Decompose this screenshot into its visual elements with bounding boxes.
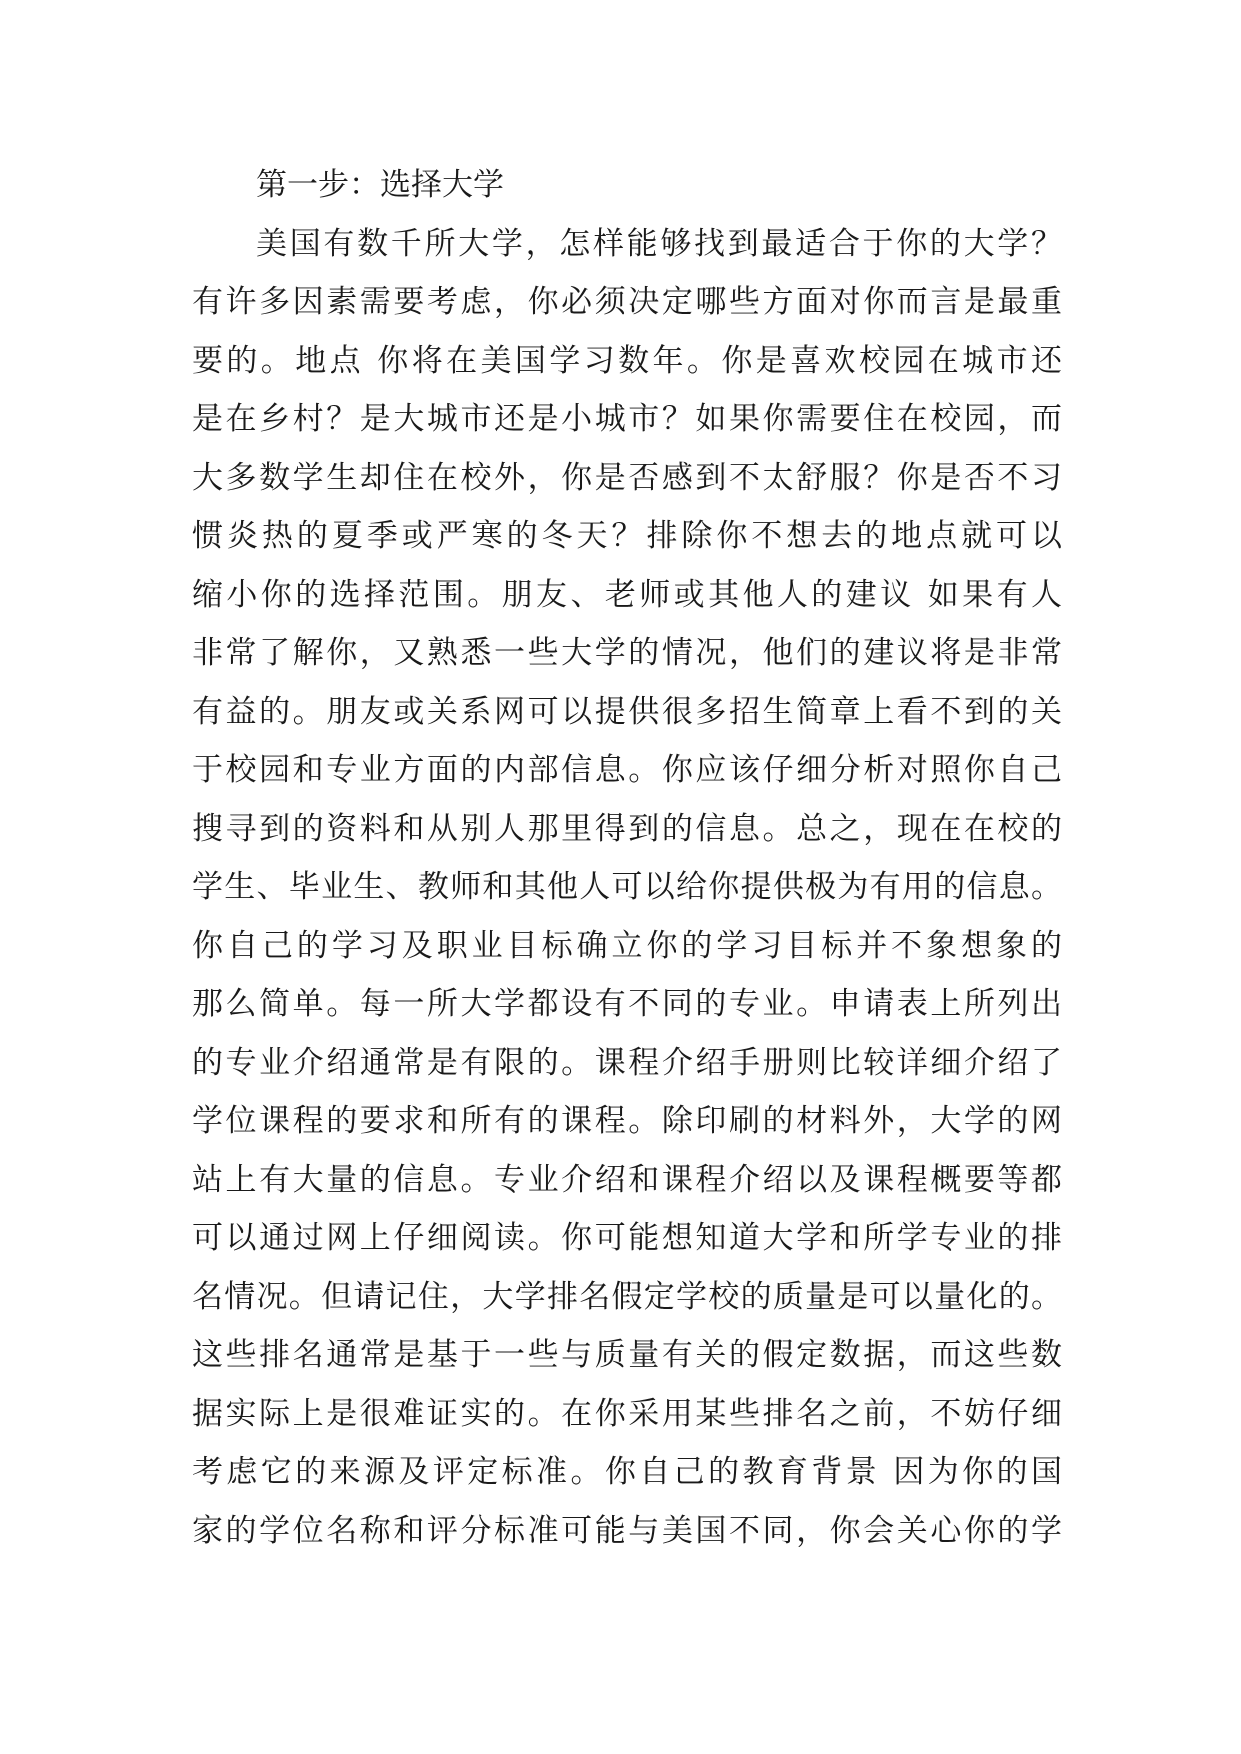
paragraph-line: 搜寻到的资料和从别人那里得到的信息。总之，现在在校的	[192, 810, 1062, 847]
paragraph-line: 美国有数千所大学，怎样能够找到最适合于你的大学？	[256, 225, 1062, 262]
paragraph-line: 考虑它的来源及评定标准。你自己的教育背景 因为你的国	[192, 1454, 1062, 1490]
document-body	[192, 156, 1062, 1560]
paragraph-line: 要的。地点 你将在美国学习数年。你是喜欢校园在城市还	[192, 342, 1062, 379]
paragraph-line: 这些排名通常是基于一些与质量有关的假定数据，而这些数	[192, 1337, 1062, 1373]
paragraph-line: 那么简单。每一所大学都设有不同的专业。申请表上所列出	[192, 986, 1062, 1022]
section-heading: 第一步：选择大学	[256, 167, 504, 203]
paragraph-line: 你自己的学习及职业目标确立你的学习目标并不象想象的	[192, 927, 1062, 964]
paragraph-line: 是在乡村？是大城市还是小城市？如果你需要住在校园，而	[192, 401, 1062, 437]
paragraph-line: 站上有大量的信息。专业介绍和课程介绍以及课程概要等都	[192, 1161, 1062, 1198]
paragraph-line: 名情况。但请记住，大学排名假定学校的质量是可以量化的。	[192, 1278, 1062, 1315]
paragraph-line: 有益的。朋友或关系网可以提供很多招生简章上看不到的关	[192, 693, 1062, 730]
paragraph-line: 有许多因素需要考虑，你必须决定哪些方面对你而言是最重	[192, 284, 1062, 320]
paragraph-line: 大多数学生却住在校外，你是否感到不太舒服？你是否不习	[192, 459, 1062, 496]
paragraph-line: 可以通过网上仔细阅读。你可能想知道大学和所学专业的排	[192, 1220, 1062, 1256]
paragraph-line: 非常了解你，又熟悉一些大学的情况，他们的建议将是非常	[192, 635, 1062, 671]
paragraph-line: 缩小你的选择范围。朋友、老师或其他人的建议 如果有人	[192, 576, 1062, 613]
paragraph-line: 惯炎热的夏季或严寒的冬天？排除你不想去的地点就可以	[192, 518, 1062, 554]
paragraph-line: 于校园和专业方面的内部信息。你应该仔细分析对照你自己	[192, 752, 1062, 788]
paragraph-line: 家的学位名称和评分标准可能与美国不同，你会关心你的学	[192, 1512, 1062, 1549]
paragraph-line: 学生、毕业生、教师和其他人可以给你提供极为有用的信息。	[192, 869, 1062, 905]
paragraph-line: 据实际上是很难证实的。在你采用某些排名之前，不妨仔细	[192, 1395, 1062, 1432]
paragraph-line: 的专业介绍通常是有限的。课程介绍手册则比较详细介绍了	[192, 1044, 1062, 1081]
paragraph-line: 学位课程的要求和所有的课程。除印刷的材料外，大学的网	[192, 1103, 1062, 1139]
